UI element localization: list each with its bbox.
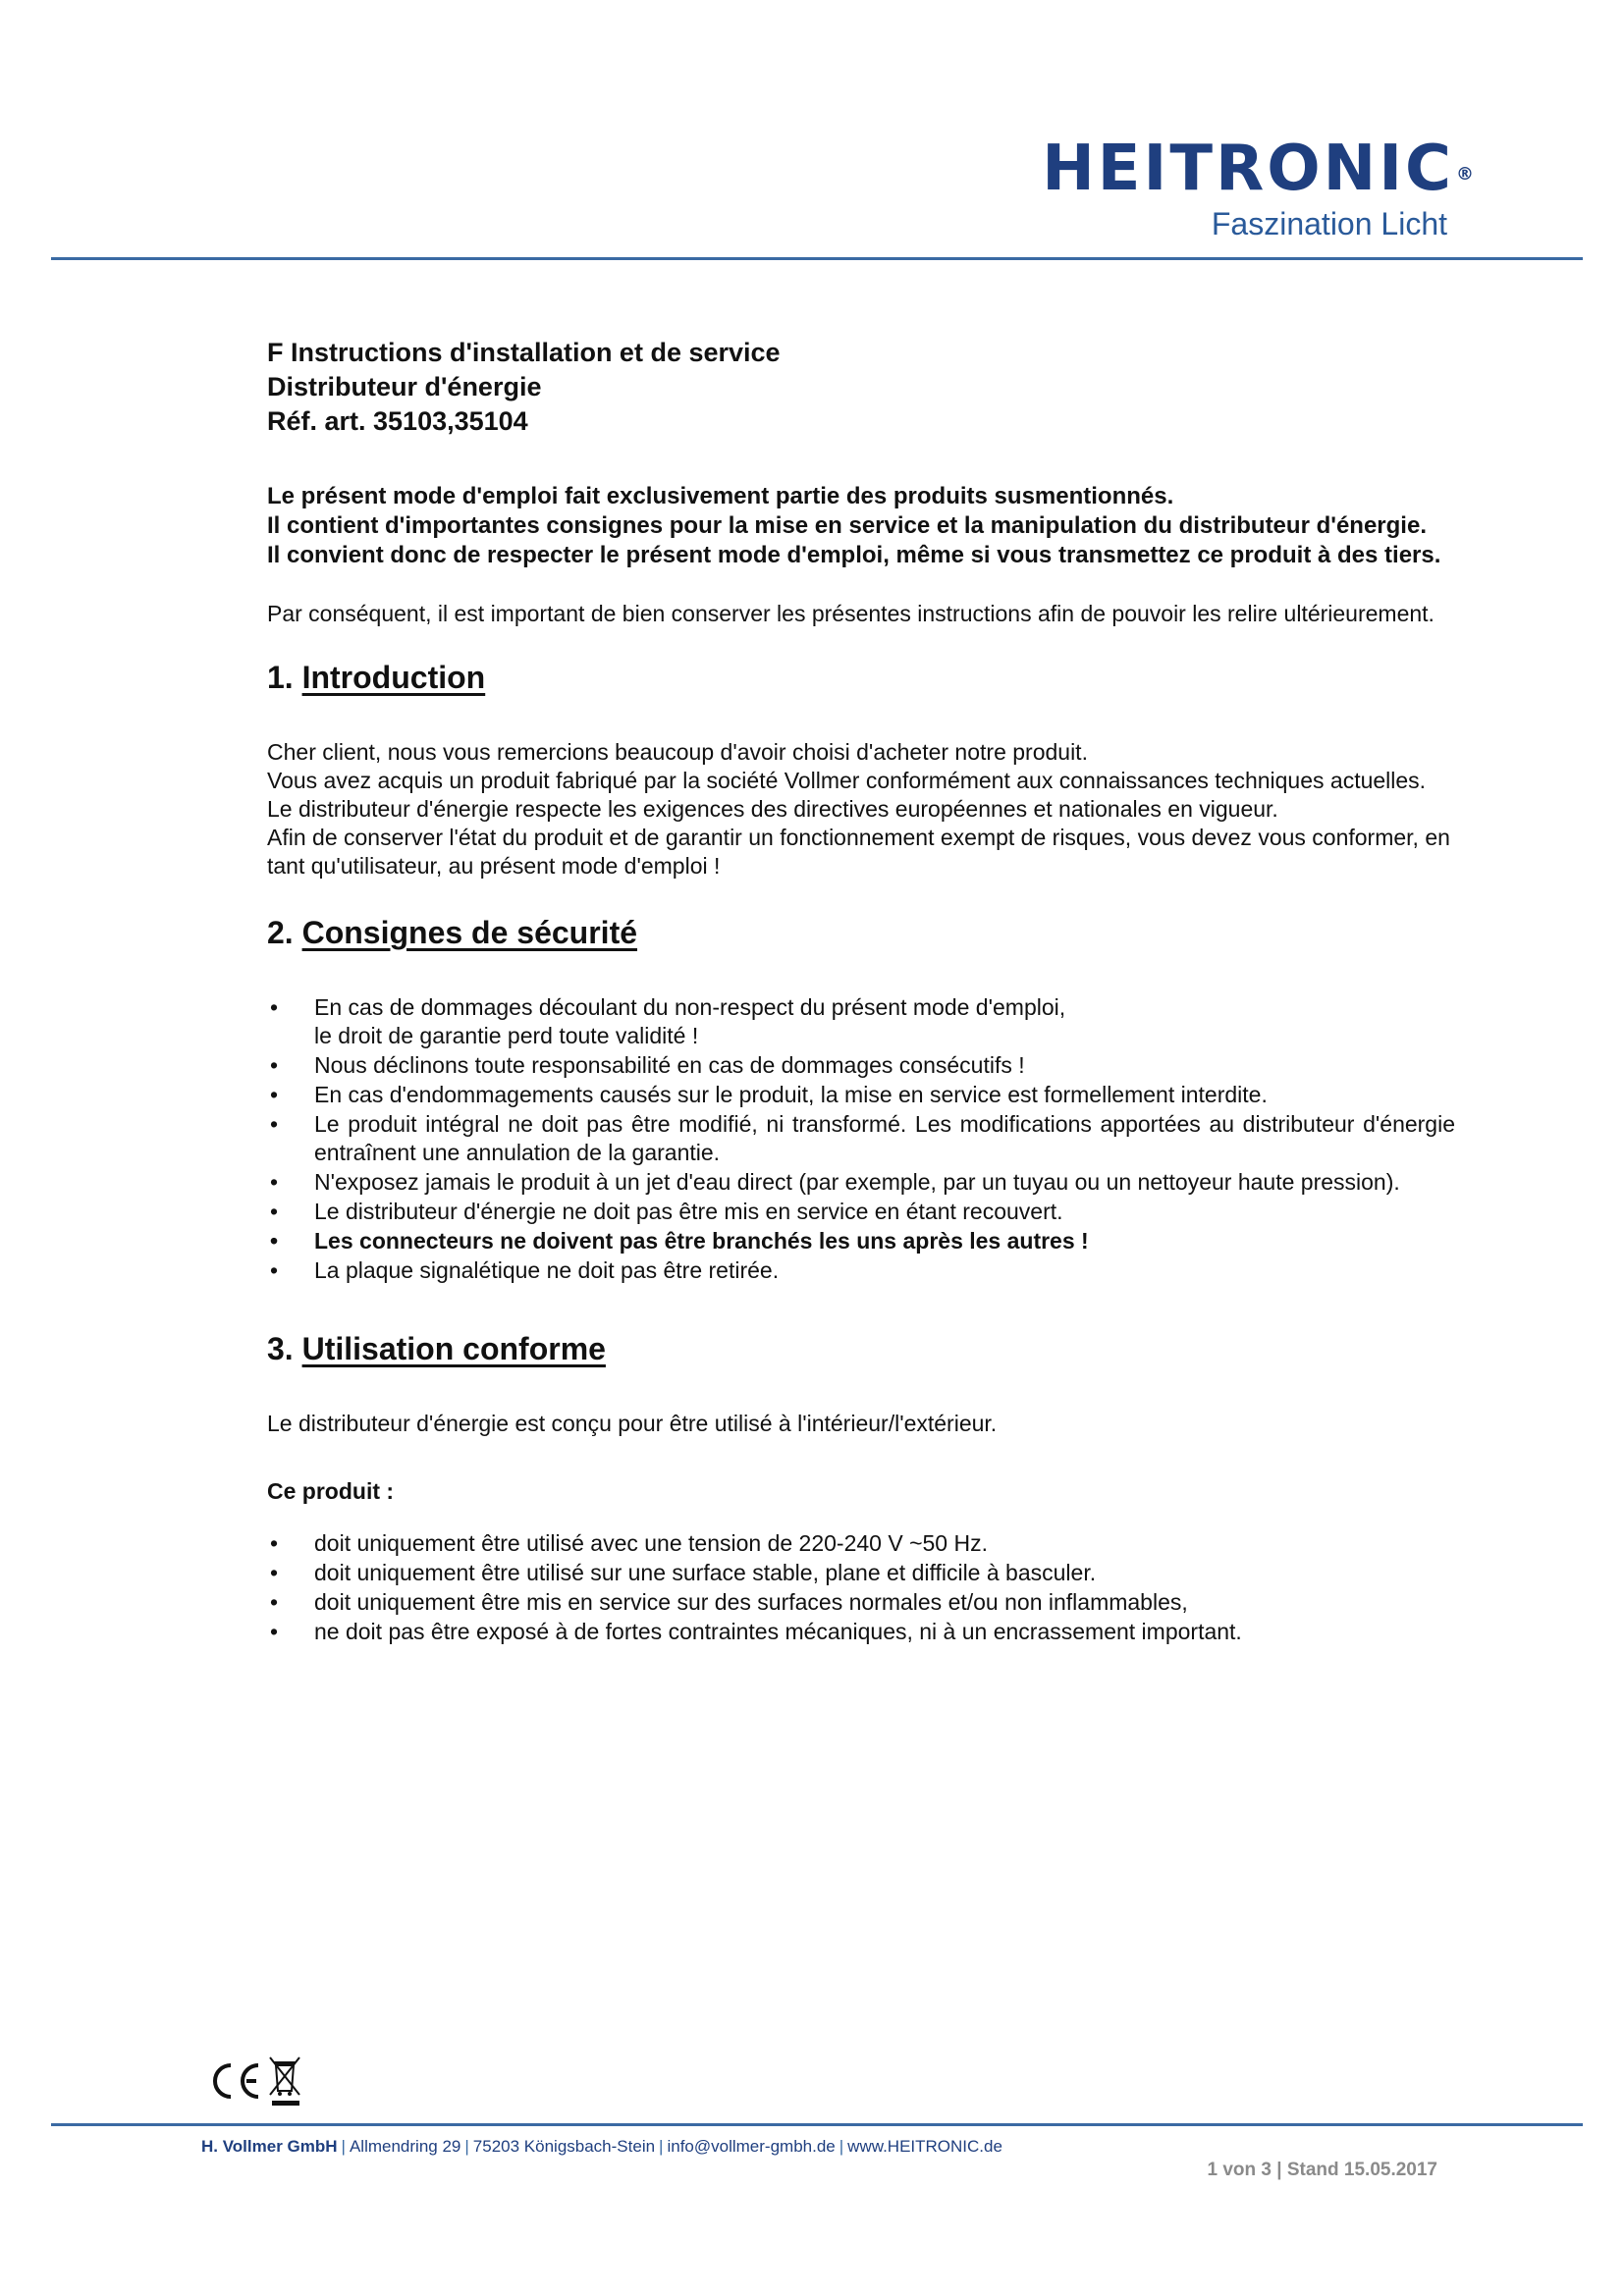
list-item: • Le distributeur d'énergie ne doit pas être mis en service en étant recouvert. [267,1198,1455,1226]
paragraph-line: Le distributeur d'énergie est conçu pour être utilisé à l'intérieur/l'extérieur. [267,1411,998,1436]
section-number: 1. [267,660,294,695]
title-line: F Instructions d'installation et de service [267,338,781,367]
ce-mark-icon [201,2052,309,2110]
title-line: Distributeur d'énergie [267,372,542,401]
intro-plain-text: Par conséquent, il est important de bien conserver les présentes instructions afin de pouvoir les relire ultérieurement. [267,601,1435,626]
list-item-text: En cas de dommages découlant du non-respect du présent mode d'emploi, [314,994,1066,1020]
list-item [267,993,1455,1050]
list-item: • doit uniquement être utilisé sur une surface stable, plane et difficile à basculer. [267,1559,1455,1587]
section-heading-introduction [267,658,1455,697]
logo-name: HEITRONIC [1042,133,1454,205]
company-email-link[interactable]: info@vollmer-gmbh.de [667,2137,836,2156]
title-line: Réf. art. 35103,35104 [267,406,528,436]
list-item: • ne doit pas être exposé à de fortes contraintes mécaniques, ni à un encrassement important. [267,1618,1455,1646]
section-heading-safety [267,913,1455,952]
list-item: • doit uniquement être mis en service sur des surfaces normales et/ou non inflammables, [267,1588,1455,1617]
footer-rule [51,2123,1583,2126]
paragraph-line: Le distributeur d'énergie respecte les exigences des directives européennes et nationales en vigueur. [267,796,1278,822]
usage-list [267,1529,1455,1646]
intro-plain-block [267,600,1455,628]
paragraph-line: Cher client, nous vous remercions beaucoup d'avoir choisi d'acheter notre produit. [267,739,1088,765]
intro-bold-block [267,482,1455,570]
company-website-link[interactable]: www.HEITRONIC.de [847,2137,1002,2156]
section-number: 3. [267,1331,294,1366]
section-number: 2. [267,915,294,950]
list-item: • En cas d'endommagements causés sur le produit, la mise en service est formellement interdite. [267,1081,1455,1109]
list-item: • Nous déclinons toute responsabilité en cas de dommages consécutifs ! [267,1051,1455,1080]
page-info: 1 von 3 | Stand 15.05.2017 [1207,2160,1437,2180]
document-body [267,336,1455,1647]
logo-registered-mark: ® [1456,164,1477,185]
company-city: 75203 Königsbach-Stein [472,2137,656,2156]
section-intended-use-text [267,1410,1455,1438]
product-label: Ce produit : [267,1478,395,1504]
certification-icons [201,2052,309,2110]
safety-list [267,993,1455,1285]
list-item: • La plaque signalétique ne doit pas être retirée. [267,1256,1455,1285]
paragraph-line: Afin de conserver l'état du produit et de garantir un fonctionnement exempt de risques, vous devez vous conformer, en tant qu'utilisateur, au présent mode d'emploi ! [267,825,1450,879]
brand-logo [1042,133,1477,242]
intro-bold-line: Il convient donc de respecter le présent mode d'emploi, même si vous transmettez ce produit à des tiers. [267,542,1441,568]
footer-contact: H. Vollmer GmbH | Allmendring 29 | 75203 Königsbach-Stein | info@vollmer-gmbh.de | www.HEITRONIC.de [201,2137,1002,2156]
logo-tagline: Faszination Licht [1211,206,1447,241]
header-rule [51,257,1583,260]
document-title [267,336,1455,439]
list-item: • N'exposez jamais le produit à un jet d'eau direct (par exemple, par un tuyau ou un nettoyeur haute pression). [267,1168,1455,1197]
company-name: H. Vollmer GmbH [201,2137,338,2156]
section-title: Utilisation conforme [301,1331,606,1366]
list-item: • Le produit intégral ne doit pas être modifié, ni transformé. Les modifications apportées au distributeur d'énergie entraînent une annulation de la garantie. [267,1110,1455,1167]
paragraph-line: Vous avez acquis un produit fabriqué par la société Vollmer conformément aux connaissances techniques actuelles. [267,768,1427,793]
weee-bin-icon [270,2057,299,2106]
company-address: Allmendring 29 [349,2137,461,2156]
section-heading-intended-use [267,1329,1455,1368]
list-item: • doit uniquement être utilisé avec une tension de 220-240 V ~50 Hz. [267,1529,1455,1558]
list-item: • Les connecteurs ne doivent pas être branchés les uns après les autres ! [267,1227,1455,1255]
list-item-text: le droit de garantie perd toute validité ! [314,1023,699,1048]
intro-bold-line: Il contient d'importantes consignes pour la mise en service et la manipulation du distributeur d'énergie. [267,512,1427,539]
section-title: Consignes de sécurité [301,915,638,950]
section-introduction-text [267,738,1455,881]
section-title: Introduction [301,660,486,695]
intro-bold-line: Le présent mode d'emploi fait exclusivement partie des produits susmentionnés. [267,483,1174,509]
